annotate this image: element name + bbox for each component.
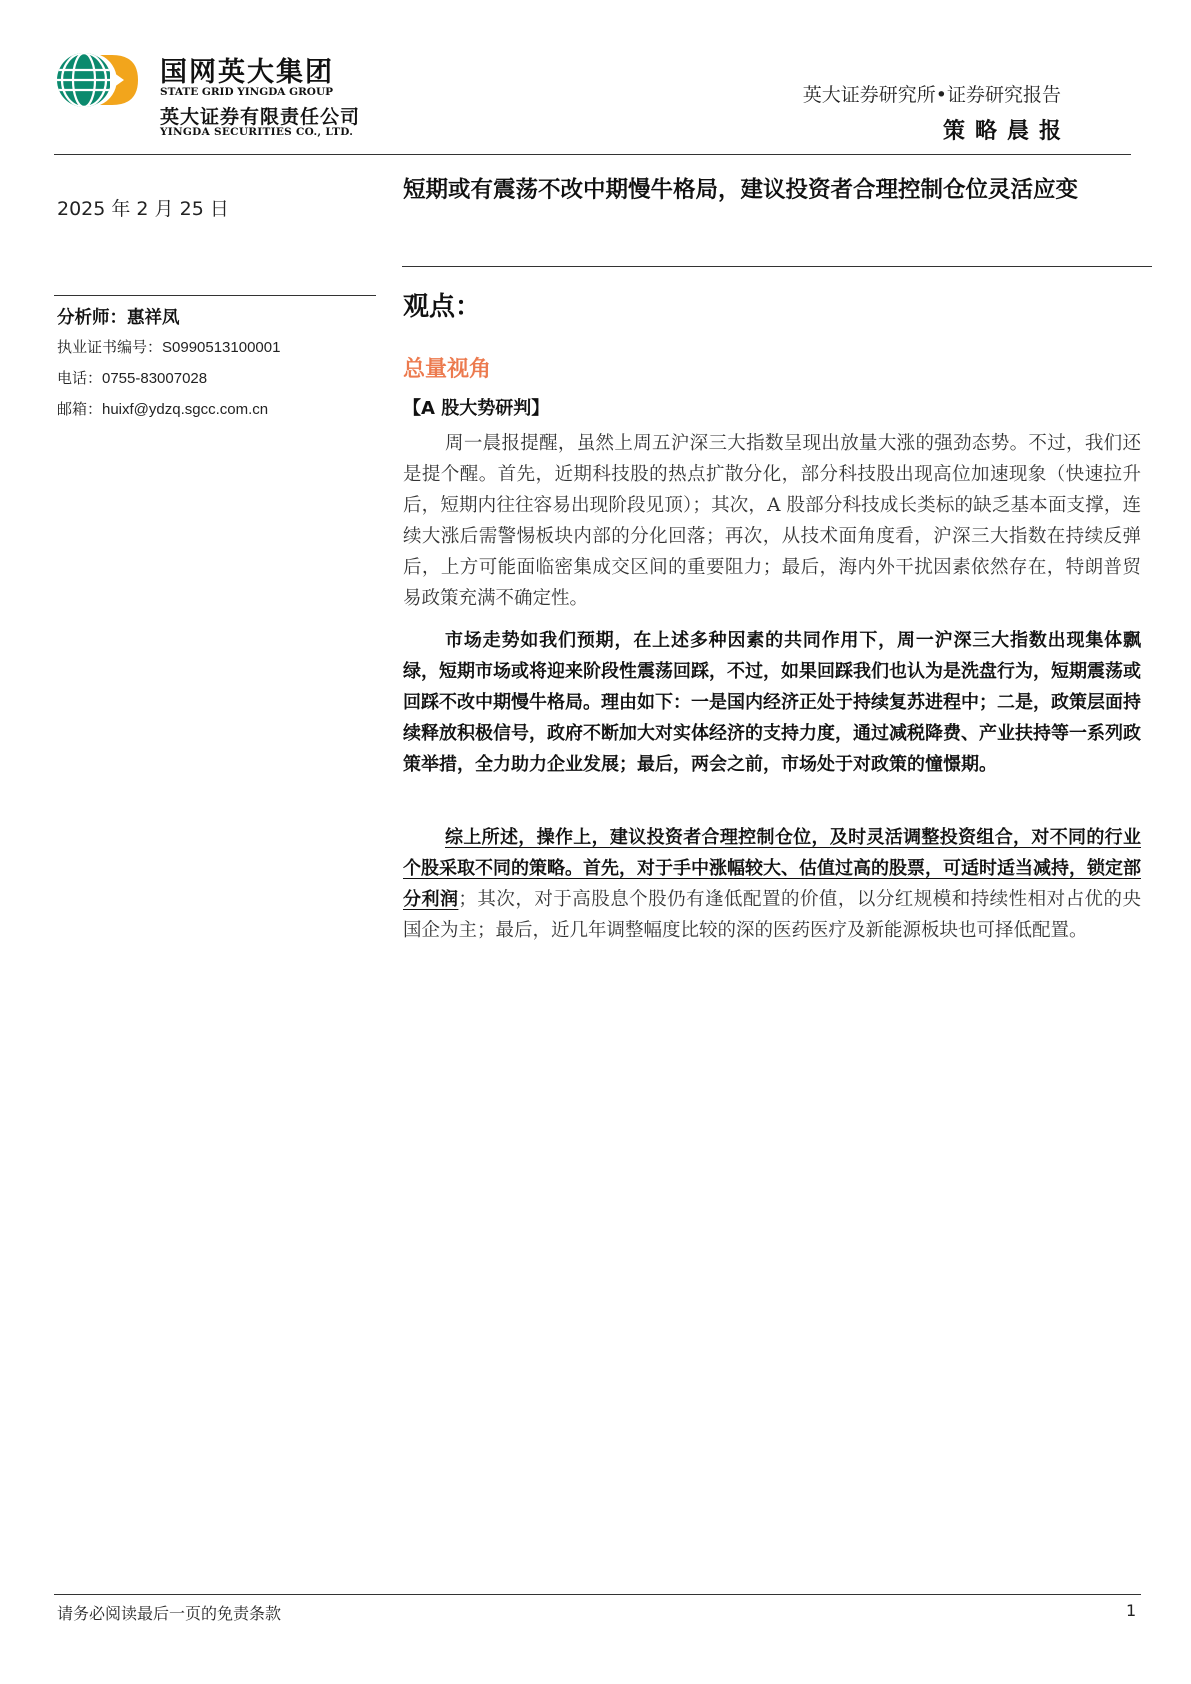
analyst-name: 分析师：惠祥凤: [57, 308, 180, 328]
report-type: 策略晨报: [942, 119, 1071, 144]
viewpoint-heading: 观点：: [403, 292, 482, 322]
analyst-email: 邮箱：huixf@ydzq.sgcc.com.cn: [57, 401, 269, 418]
paragraph-strategy: [403, 822, 1141, 946]
footer-divider: [54, 1594, 1141, 1595]
group-name-zh: 国网英大集团: [160, 57, 334, 88]
disclaimer-note: 请务必阅读最后一页的免责条款: [57, 1604, 282, 1623]
company-name-en: YINGDA SECURITIES CO., LTD.: [160, 126, 354, 138]
analyst-phone: 电话：0755-83007028: [57, 370, 208, 387]
paragraph-market-outlook: 市场走势如我们预期，在上述多种因素的共同作用下，周一沪深三大指数出现集体飘绿，短期市场或将迎来阶段性震荡回踩，不过，如果回踩我们也认为是洗盘行为，短期震荡或回踩不改中期慢牛格局。理由如下：一是国内经济正处于持续复苏进程中；二是，政策层面持续释放积极信号，政府不断加大对实体经济的支持力度，通过减税降费、产业扶持等一系列政策举措，全力助力企业发展；最后，两会之前，市场处于对政策的憧憬期。: [403, 630, 1141, 775]
analyst-license: 执业证书编号：S0990513100001: [57, 339, 281, 356]
subsection-heading: 【A 股大势研判】: [403, 398, 550, 419]
strategy-rest: ；其次，对于高股息个股仍有逢低配置的价值，以分红规模和持续性相对占优的央国企为主；最后，近几年调整幅度比较的深的医药医疗及新能源板块也可择低配置。: [403, 889, 1141, 941]
report-headline: 短期或有震荡不改中期慢牛格局，建议投资者合理控制仓位灵活应变: [403, 177, 1079, 203]
state-grid-globe-icon: [56, 50, 142, 110]
strategy-emphasis: 综上所述，操作上，建议投资者合理控制仓位，及时灵活调整投资组合，对不同的行业个股采取不同的策略。首先，对于手中涨幅较大、估值过高的股票，可适时适当减持，锁定部分利润: [403, 827, 1141, 910]
group-name-en: STATE GRID YINGDA GROUP: [160, 86, 334, 98]
page-number: 1: [1126, 1601, 1137, 1620]
section-heading: 总量视角: [403, 357, 492, 382]
company-logo: [56, 46, 376, 138]
institute-line: 英大证券研究所•证券研究报告: [802, 84, 1061, 106]
report-date: 2025 年 2 月 25 日: [57, 198, 229, 220]
analyst-divider: [54, 295, 376, 296]
headline-divider: [402, 266, 1152, 267]
header-divider: [54, 154, 1131, 155]
paragraph-market-warning: 周一晨报提醒，虽然上周五沪深三大指数呈现出放量大涨的强劲态势。不过，我们还是提个醒。首先，近期科技股的热点扩散分化，部分科技股出现高位加速现象（快速拉升后，短期内往往容易出现阶段见顶）；其次，A 股部分科技成长类标的缺乏基本面支撑，连续大涨后需警惕板块内部的分化回落；再次，从技术面角度看，沪深三大指数在持续反弹后，上方可能面临密集成交区间的重要阻力；最后，海内外干扰因素依然存在，特朗普贸易政策充满不确定性。: [403, 433, 1141, 609]
company-name-zh: 英大证券有限责任公司: [160, 106, 361, 128]
